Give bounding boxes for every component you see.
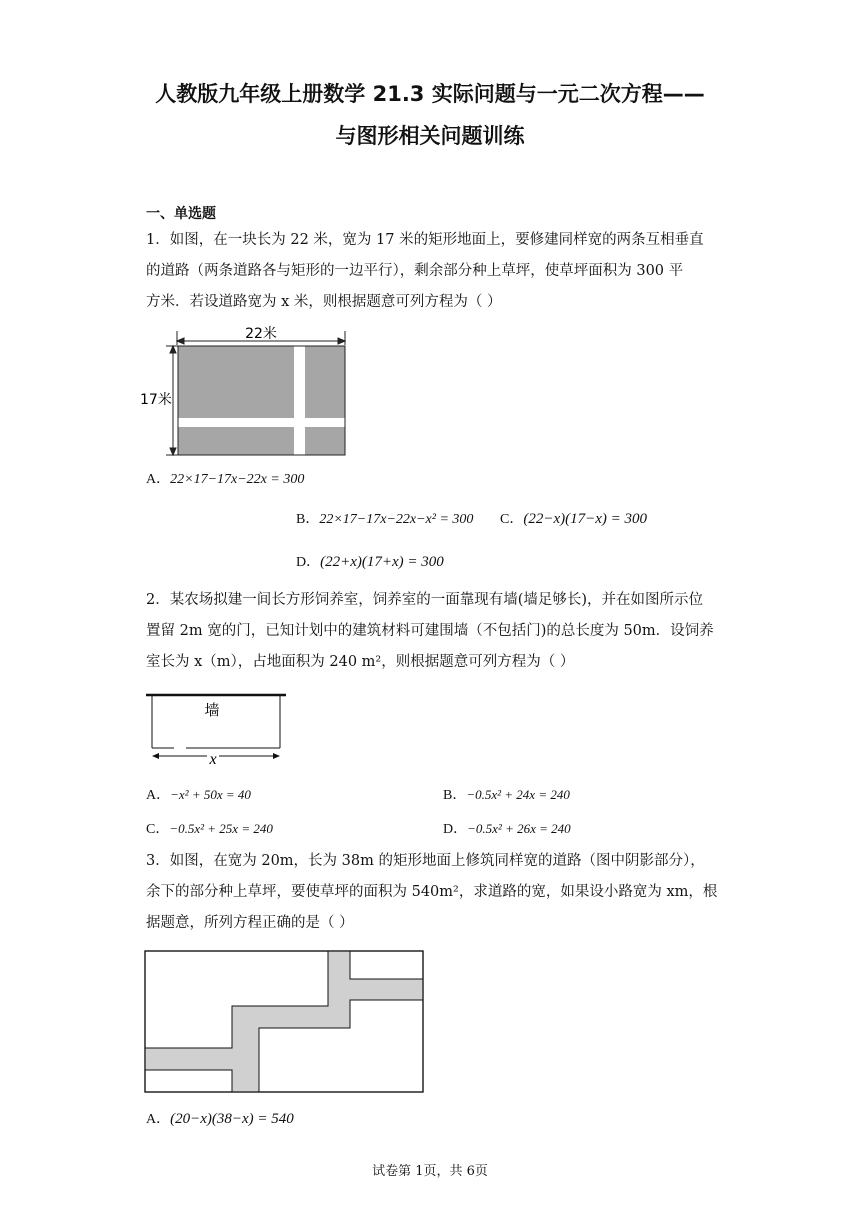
question-3-stem [146, 846, 720, 939]
question-3-option-a[interactable]: A．(20−x)(38−x) = 540 [146, 1111, 294, 1127]
question-1-option-a[interactable]: A．22×17−17x−22x = 300 [146, 472, 305, 487]
question-1-line-3: 方米．若设道路宽为 x 米，则根据题意可列方程为（ ） [146, 294, 502, 310]
question-3-number: 3． [146, 853, 170, 869]
page-footer: 试卷第 1页，共 6页 [372, 1164, 488, 1179]
document-title-line-2: 与图形相关问题训练 [335, 124, 525, 148]
document-title-line-1: 人教版九年级上册数学 21.3 实际问题与一元二次方程—— [155, 82, 705, 106]
field-rectangle [178, 346, 345, 455]
question-1-figure [140, 325, 355, 460]
question-2-figure [144, 690, 289, 770]
question-2-line-1: 2．某农场拟建一间长方形饲养室，饲养室的一面靠现有墙(墙足够长)，并在如图所示位 [146, 592, 704, 608]
question-3-line-1: 3．如图，在宽为 20m，长为 38m 的矩形地面上修筑同样宽的道路（图中阴影部分）， [146, 853, 705, 869]
question-3-line-2: 余下的部分种上草坪，要使草坪的面积为 540m²，求道路的宽，如果设小路宽为 xm，根 [146, 884, 718, 900]
section-heading: 一、单选题 [146, 206, 216, 222]
question-2-line-3: 室长为 x（m），占地面积为 240 m²，则根据题意可列方程为（ ） [146, 654, 575, 670]
vertical-road [294, 346, 305, 455]
question-1-number: 1． [146, 232, 170, 248]
question-1-line-1: 1．如图，在一块长为 22 米，宽为 17 米的矩形地面上，要修建同样宽的两条互相垂直 [146, 232, 704, 248]
length-label: 22米 [245, 326, 277, 342]
question-2-option-b[interactable]: B．−0.5x² + 24x = 240 [443, 787, 570, 803]
question-2-line-2: 置留 2m 宽的门，已知计划中的建筑材料可建围墙（不包括门)的总长度为 50m．设饲养 [146, 623, 714, 639]
question-1-line-2: 的道路（两条道路各与矩形的一边平行），剩余部分种上草坪，使草坪面积为 300 平 [146, 263, 684, 279]
wall-label: 墙 [204, 701, 220, 719]
question-2-option-a[interactable]: A．−x² + 50x = 40 [146, 787, 251, 803]
x-label: x [209, 751, 217, 768]
question-2-number: 2． [146, 592, 170, 608]
question-1-option-b[interactable]: B．22×17−17x−22x−x² = 300 [296, 512, 474, 527]
question-2-option-d[interactable]: D．−0.5x² + 26x = 240 [443, 821, 571, 837]
question-1-option-d[interactable]: D．(22+x)(17+x) = 300 [296, 554, 444, 570]
question-1-stem [146, 225, 720, 318]
question-3-line-3: 据题意，所列方程正确的是（ ） [146, 915, 354, 931]
question-2-option-c[interactable]: C．−0.5x² + 25x = 240 [146, 821, 273, 837]
question-2-stem [146, 585, 720, 678]
width-label: 17米 [140, 392, 172, 408]
question-1-option-c[interactable]: C．(22−x)(17−x) = 300 [500, 511, 648, 527]
horizontal-road [178, 418, 345, 427]
question-3-figure [144, 950, 426, 1096]
